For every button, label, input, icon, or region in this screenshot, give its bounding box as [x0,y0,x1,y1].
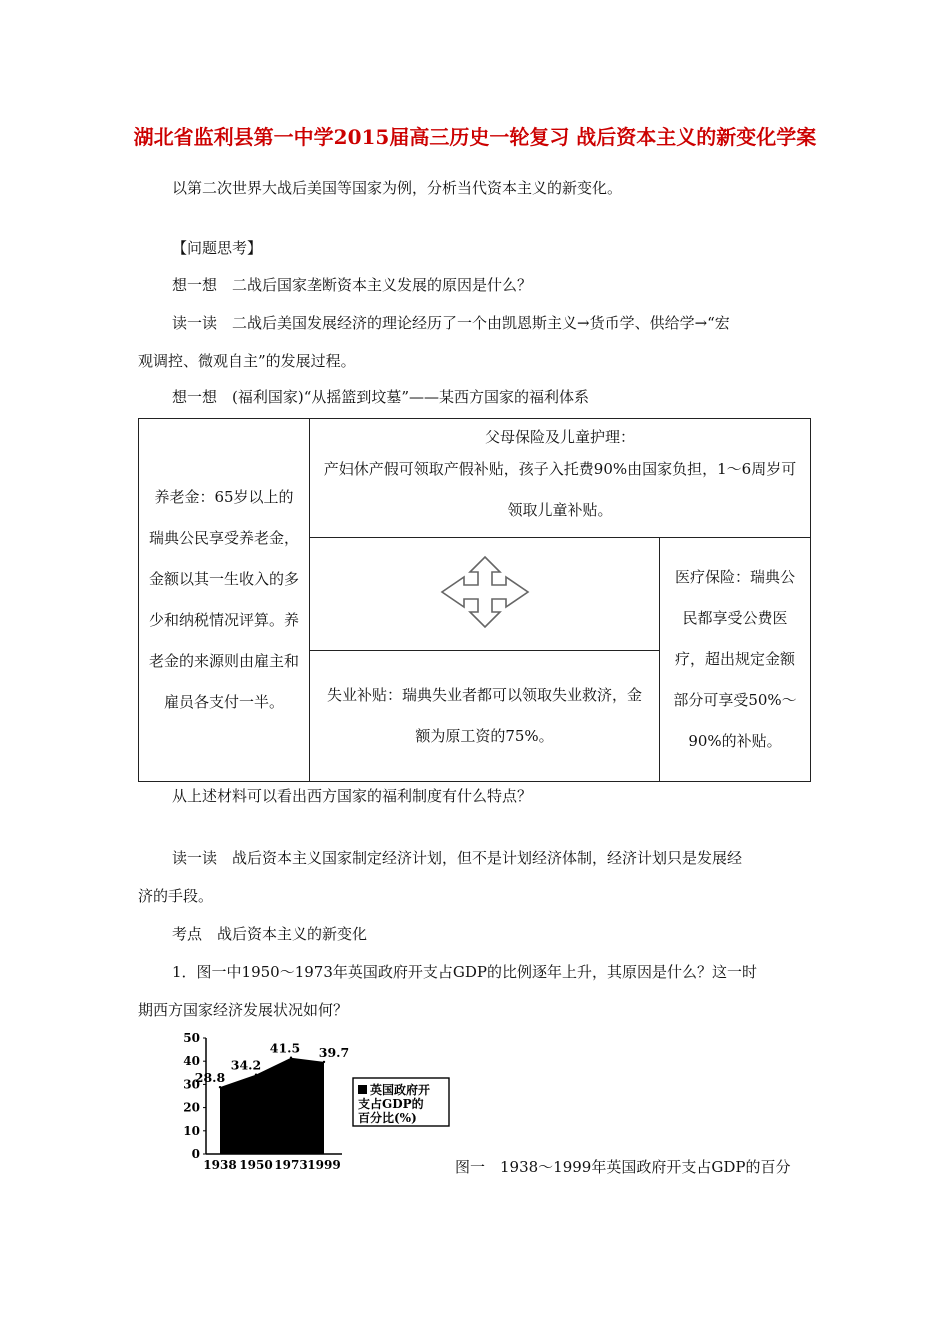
parent-insurance-title: 父母保险及儿童护理： [484,428,635,446]
data-point [255,1073,257,1075]
y-tick-label: 40 [183,1054,200,1069]
parent-insurance-body: 产妇休产假可领取产假补贴，孩子入托费90%由国家负担，1～6周岁可领取儿童补贴。 [323,460,797,519]
gdp-chart [170,1030,460,1180]
question-think-1: 想一想 二战后国家垄断资本主义发展的原因是什么？ [172,276,533,294]
four-way-arrow-icon [440,555,530,629]
pension-cell [139,419,310,782]
data-label: 34.2 [230,1057,262,1073]
question-think-2: 想一想 (福利国家)“从摇篮到坟墓”——某西方国家的福利体系 [172,388,590,406]
unemployment-cell [310,651,660,782]
chart-legend [353,1078,449,1126]
x-tick-label: 1938 [203,1158,237,1172]
read-2-line-2: 济的手段。 [138,887,214,905]
x-axis [203,1154,342,1172]
pension-text: 养老金：65岁以上的瑞典公民享受养老金，金额以其一生收入的多少和纳税情况评算。养老金的来源则由雇主和雇员各支付一半。 [148,488,299,711]
data-label: 28.8 [194,1070,226,1086]
data-point [323,1061,325,1063]
data-label: 41.5 [269,1040,301,1056]
y-tick-label: 0 [191,1147,200,1161]
arrow-cell [310,538,660,651]
x-tick-label: 1999 [307,1158,341,1172]
y-tick-label: 10 [183,1123,200,1138]
legend-text-line: 英国政府开 [370,1083,431,1097]
legend-text-line: 百分比(%) [358,1111,417,1125]
unemployment-text: 失业补贴：瑞典失业者都可以领取失业救济，金额为原工资的75%。 [326,686,642,745]
item-1-line-2: 期西方国家经济发展状况如何？ [138,1001,349,1019]
x-tick-label: 1973 [274,1158,308,1172]
kaodian-heading: 考点 战后资本主义的新变化 [172,925,368,943]
data-point [290,1057,292,1059]
legend-swatch [358,1085,367,1094]
page-title: 湖北省监利县第一中学2015届高三历史一轮复习 战后资本主义的新变化学案 [133,125,817,149]
read-1-line-2: 观调控、微观自主”的发展过程。 [138,352,356,370]
y-tick-label: 20 [183,1100,200,1115]
parent-insurance-cell [310,419,811,538]
y-tick-label: 50 [183,1031,200,1045]
medical-insurance-cell [660,538,811,782]
medical-insurance-text: 医疗保险：瑞典公民都享受公费医疗，超出规定金额部分可享受50%～90%的补贴。 [673,568,797,750]
data-label: 39.7 [318,1044,350,1060]
read-1-line-1: 读一读 二战后美国发展经济的理论经历了一个由凯恩斯主义→货币学、供给学→“宏 [172,314,730,332]
figure-caption: 图一 1938～1999年英国政府开支占GDP的百分 [455,1158,791,1176]
legend-text-line: 支占GDP的 [358,1097,424,1111]
objective: 以第二次世界大战后美国等国家为例，分析当代资本主义的新变化。 [172,179,623,197]
read-2-line-1: 读一读 战后资本主义国家制定经济计划，但不是计划经济体制，经济计划只是发展经 [172,849,743,867]
item-1-line-1: 1．图一中1950～1973年英国政府开支占GDP的比例逐年上升，其原因是什么？这一时 [172,963,757,981]
y-axis [183,1031,206,1161]
welfare-table [138,418,811,782]
data-point [219,1086,221,1088]
x-tick-label: 1950 [239,1158,273,1172]
y-tick-label: 30 [183,1077,200,1092]
question-feature: 从上述材料可以看出西方国家的福利制度有什么特点？ [172,787,533,805]
section-heading: 【问题思考】 [172,239,263,257]
